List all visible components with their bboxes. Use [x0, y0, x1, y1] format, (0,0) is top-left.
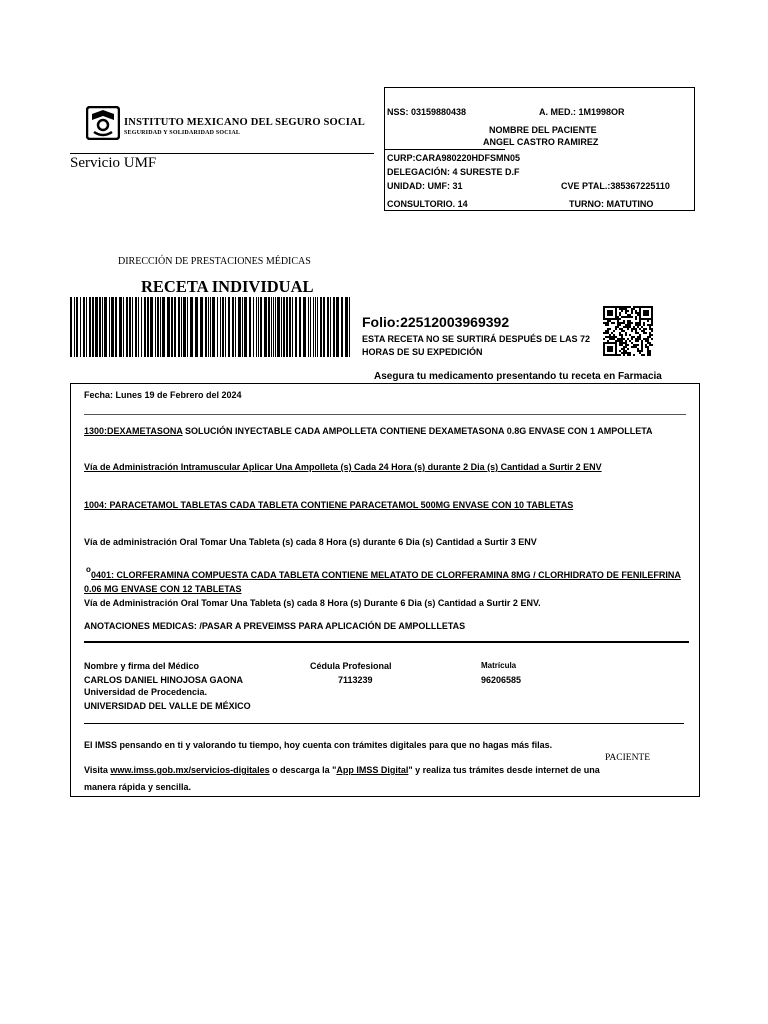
patient-name-label: NOMBRE DEL PACIENTE [489, 125, 597, 135]
footer-line-1: El IMSS pensando en ti y valorando tu tiempo, hoy cuenta con trámites digitales para que no hagas más filas. [84, 740, 553, 750]
folio-note [362, 333, 602, 359]
med3-via: Vía de Administración Oral Tomar Una Tableta (s) cada 8 Hora (s) Durante 6 Dia (s) Cantidad a Surtir 2 ENV. [84, 598, 541, 608]
med2: 1004: PARACETAMOL TABLETAS CADA TABLETA CONTIENE PARACETAMOL 500MG ENVASE CON 10 TABLETAS [84, 500, 574, 510]
footer-end: " y realiza tus trámites desde internet de una [408, 765, 600, 775]
cve-ptal: CVE PTAL.:385367225110 [561, 181, 670, 191]
consultorio: CONSULTORIO. 14 [387, 199, 468, 209]
doctor-name: CARLOS DANIEL HINOJOSA GAONA [84, 675, 244, 685]
turno: TURNO: MATUTINO [569, 199, 654, 209]
footer-mid: o descarga la " [269, 765, 337, 775]
qr-code [603, 306, 653, 356]
doctor-divider [84, 723, 684, 724]
header-divider [70, 153, 374, 154]
cedula-label: Cédula Profesional [310, 661, 392, 671]
footer-line-2 [84, 765, 600, 775]
cedula: 7113239 [338, 675, 373, 685]
med1-via: Vía de Administración Intramuscular Aplicar Una Ampolleta (s) Cada 24 Hora (s) durante 2 Dia (s) Cantidad a Surtir 2 ENV [84, 462, 602, 472]
anotaciones-divider [84, 641, 689, 643]
prescription-box [70, 383, 700, 797]
university-label: Universidad de Procedencia. [84, 687, 208, 697]
delegacion: DELEGACIÓN: 4 SURESTE D.F [387, 167, 520, 177]
asegura-note: Asegura tu medicamento presentando tu receta en Farmacia [374, 371, 662, 382]
curp: CURP:CARA980220HDFSMN05 [387, 153, 521, 163]
footer-line-3: manera rápida y sencilla. [84, 782, 192, 792]
fecha-divider [84, 414, 686, 415]
patient-info-box [384, 87, 695, 211]
med1-desc: SOLUCIÓN INYECTABLE CADA AMPOLLETA CONTIENE DEXAMETASONA 0.8G ENVASE CON 1 AMPOLLETA [182, 426, 653, 436]
patient-divider [385, 149, 505, 150]
doctor-name-label: Nombre y firma del Médico [84, 661, 200, 671]
folio-note-line-2: HORAS DE SU EXPEDICIÓN [362, 347, 483, 357]
receta-title: RECETA INDIVIDUAL [141, 277, 314, 296]
med1 [84, 426, 653, 436]
barcode [70, 297, 350, 357]
service-label: Servicio UMF [70, 155, 157, 171]
imss-digital-link[interactable]: www.imss.gob.mx/servicios-digitales [110, 765, 270, 775]
matricula: 96206585 [481, 675, 522, 685]
a-med: A. MED.: 1M1998OR [539, 107, 625, 117]
med2-via: Vía de administración Oral Tomar Una Tableta (s) cada 8 Hora (s) durante 6 Dia (s) Cantidad a Surtir 3 ENV [84, 537, 537, 547]
nss: NSS: 03159880438 [387, 107, 467, 117]
footer-visita: Visita [84, 765, 111, 775]
med1-code: 1300:DEXAMETASONA [84, 426, 183, 436]
med3-mark: o [86, 565, 91, 574]
patient-name: ANGEL CASTRO RAMIREZ [483, 137, 599, 147]
app-imss-link[interactable]: App IMSS Digital [336, 765, 409, 775]
institution-name: INSTITUTO MEXICANO DEL SEGURO SOCIAL [124, 117, 365, 128]
paciente-label: PACIENTE [605, 753, 651, 763]
direccion-label: DIRECCIÓN DE PRESTACIONES MÉDICAS [118, 256, 311, 267]
med3-line-2: 0.06 MG ENVASE CON 12 TABLETAS [84, 584, 242, 594]
matricula-label: Matrícula [481, 661, 517, 670]
anotaciones: ANOTACIONES MEDICAS: /PASAR A PREVEIMSS PARA APLICACIÓN DE AMPOLLLETAS [84, 621, 466, 631]
institution-subtitle: SEGURIDAD Y SOLIDARIDAD SOCIAL [124, 130, 241, 136]
fecha: Fecha: Lunes 19 de Febrero del 2024 [84, 390, 242, 400]
folio-note-line-1: ESTA RECETA NO SE SURTIRÁ DESPUÉS DE LAS 72 [362, 334, 591, 344]
folio: Folio:22512003969392 [362, 314, 510, 330]
university: UNIVERSIDAD DEL VALLE DE MÉXICO [84, 701, 251, 711]
unidad: UNIDAD: UMF: 31 [387, 181, 463, 191]
med3-line-1: 0401: CLORFERAMINA COMPUESTA CADA TABLETA CONTIENE MELATATO DE CLORFERAMINA 8MG / CLORHIDRATO DE FENILEFRINA [91, 570, 681, 580]
imss-logo [86, 106, 120, 140]
